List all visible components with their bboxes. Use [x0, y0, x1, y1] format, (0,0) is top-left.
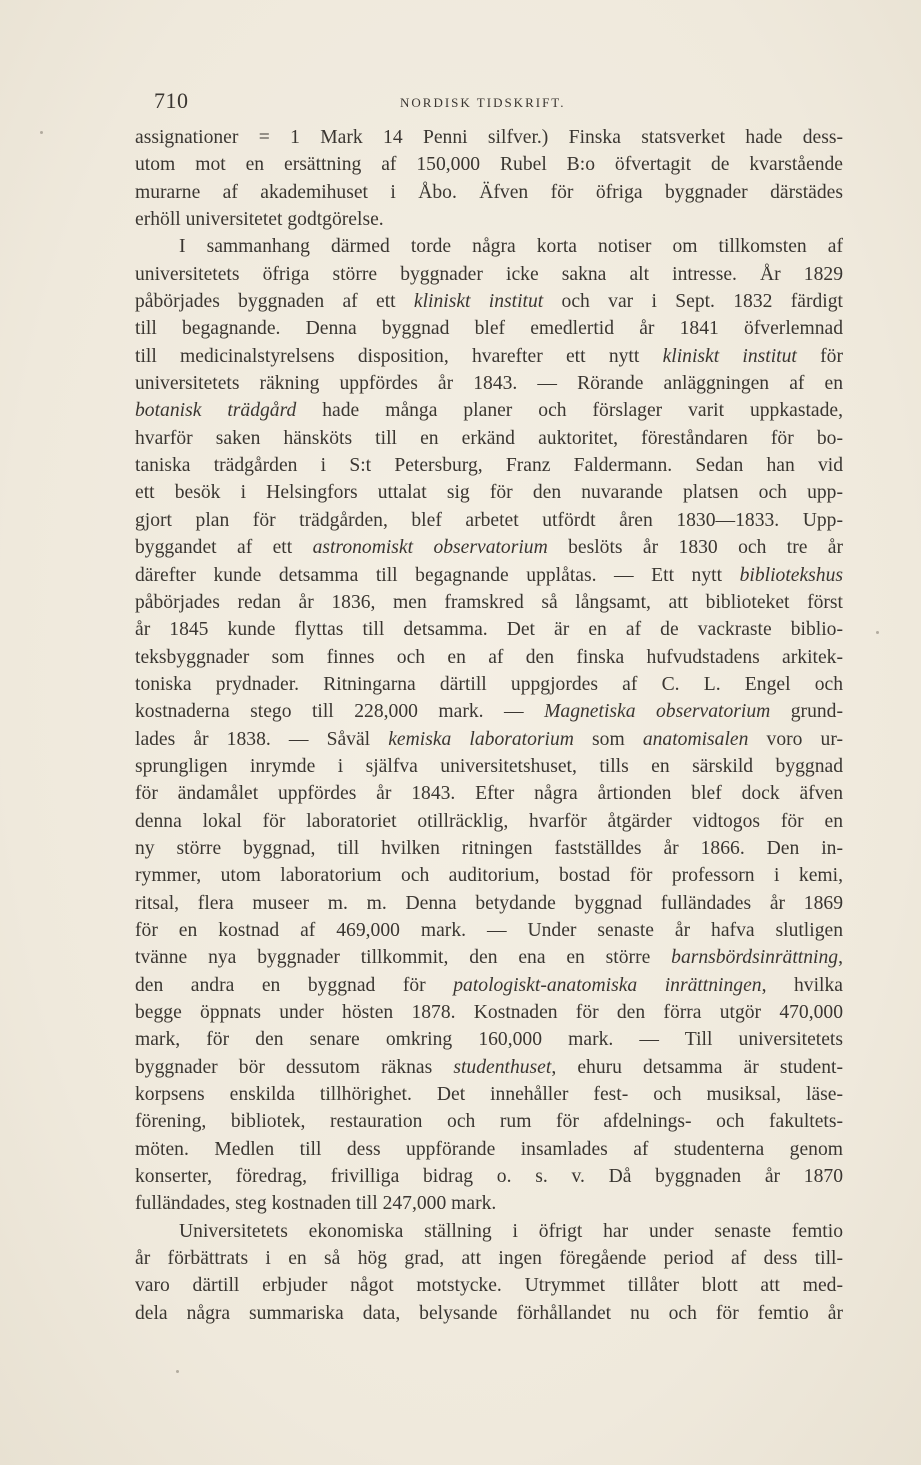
running-head: NORDISK TIDSKRIFT.: [400, 95, 566, 110]
text-line: I sammanhang därmed torde några korta notiser om tillkomsten af: [179, 236, 843, 258]
emphasis: bibliotekshus: [739, 564, 843, 586]
emphasis: anatomisalen: [642, 728, 749, 750]
text-line: för en kostnad af 469,000 mark. — Under senaste år hafva slutligen: [135, 919, 843, 941]
text-line: för ändamålet uppfördes år 1843. Efter några årtionden blef dock äfven: [135, 783, 843, 805]
text-line: till begagnande. Denna byggnad blef emedlertid år 1841 öfverlemnad: [135, 318, 843, 340]
emphasis: studenthuset: [453, 1056, 552, 1078]
text-line: erhöll universitetet godtgörelse.: [135, 209, 384, 231]
text-line: murarne af akademihuset i Åbo. Äfven för öfriga byggnader därstädes: [135, 181, 843, 203]
text-line: till medicinalstyrelsens disposition, hvarefter ett nytt kliniskt institut för: [135, 345, 843, 367]
text-line: sprungligen inrymde i själfva universitetshuset, tills en särskild byggnad: [135, 755, 843, 777]
text-line: lades år 1838. — Såväl kemiska laboratorium som anatomisalen voro ur-: [135, 728, 843, 750]
text-line: tvänne nya byggnader tillkommit, den ena en större barnsbördsinrättning,: [135, 947, 843, 969]
text-line: påbörjades redan år 1836, men framskred så långsamt, att biblioteket först: [135, 591, 843, 613]
text-line: universitetets räkning uppfördes år 1843. — Rörande anläggningen af en: [135, 373, 843, 395]
text-line: ritsal, flera museer m. m. Denna betydande byggnad fulländades år 1869: [135, 892, 843, 914]
emphasis: kliniskt institut: [662, 345, 797, 367]
text-line: påbörjades byggnaden af ett kliniskt institut och var i Sept. 1832 färdigt: [135, 291, 843, 313]
body-text: [135, 124, 843, 1327]
text-line: taniska trädgården i S:t Petersburg, Franz Faldermann. Sedan han vid: [135, 455, 843, 477]
emphasis: botanisk trädgård: [135, 400, 297, 422]
text-line: kostnaderna stego till 228,000 mark. — Magnetiska observatorium grund-: [135, 701, 843, 723]
text-line: byggnader bör dessutom räknas studenthuset, ehuru detsamma är student-: [135, 1056, 843, 1078]
paper-speck: [176, 1370, 179, 1373]
text-line: teksbyggnader som finnes och en af den finska hufvudstadens arkitek-: [135, 646, 843, 668]
text-line: år 1845 kunde flyttas till detsamma. Det är en af de vackraste biblio-: [135, 619, 843, 641]
page-number: 710: [154, 88, 189, 113]
text-line: ett besök i Helsingfors uttalat sig för den nuvarande platsen och upp-: [135, 482, 843, 504]
text-line: denna lokal för laboratoriet otillräcklig, hvarför åtgärder vidtogos för en: [135, 810, 843, 832]
text-line: förening, bibliotek, restauration och rum för afdelnings- och fakultets-: [135, 1111, 843, 1133]
emphasis: patologiskt-anatomiska inrättningen: [453, 974, 762, 996]
text-line: assignationer = 1 Mark 14 Penni silfver.) Finska statsverket hade dess-: [135, 127, 843, 148]
text-line: korpsens enskilda tillhörighet. Det innehåller fest- och musiksal, läse-: [135, 1084, 843, 1106]
text-line: den andra en byggnad för patologiskt-anatomiska inrättningen, hvilka: [135, 974, 843, 996]
text-line: år förbättrats i en så hög grad, att ingen föregående period af dess till-: [135, 1248, 843, 1270]
emphasis: kemiska laboratorium: [388, 728, 574, 750]
text-line: konserter, föredrag, frivilliga bidrag o. s. v. Då byggnaden år 1870: [135, 1166, 843, 1188]
text-line: universitetets öfriga större byggnader icke sakna alt intresse. År 1829: [135, 263, 843, 285]
text-line: gjort plan för trädgården, blef arbetet utfördt åren 1830—1833. Upp-: [135, 509, 843, 531]
text-line: begge öppnats under hösten 1878. Kostnaden för den förra utgör 470,000: [135, 1002, 843, 1023]
text-line: byggandet af ett astronomiskt observatorium beslöts år 1830 och tre år: [135, 537, 843, 559]
emphasis: astronomiskt observatorium: [312, 537, 548, 559]
paper-speck: [40, 131, 43, 134]
text-line: toniska prydnader. Ritningarna därtill uppgjordes af C. L. Engel och: [135, 673, 843, 695]
text-line: varo därtill erbjuder något motstycke. Utrymmet tillåter blott att med-: [135, 1275, 843, 1297]
paper-speck: [876, 631, 879, 634]
text-line: fulländades, steg kostnaden till 247,000 mark.: [135, 1193, 497, 1215]
text-line: därefter kunde detsamma till begagnande upplåtas. — Ett nytt bibliotekshus: [135, 564, 843, 586]
text-line: hvarför saken hänsköts till en erkänd auktoritet, föreståndaren för bo-: [135, 427, 843, 449]
text-line: ny större byggnad, till hvilken ritningen fastställdes år 1866. Den in-: [135, 837, 843, 859]
emphasis: kliniskt institut: [413, 291, 544, 313]
text-line: Universitetets ekonomiska ställning i öfrigt har under senaste femtio: [179, 1220, 843, 1242]
text-line: rymmer, utom laboratorium och auditorium, bostad för professorn i kemi,: [135, 865, 843, 887]
emphasis: Magnetiska observatorium: [544, 701, 771, 723]
text-line: botanisk trädgård hade många planer och förslager varit uppkastade,: [135, 400, 843, 422]
text-line: dela några summariska data, belysande förhållandet nu och för femtio år: [135, 1302, 843, 1324]
emphasis: barnsbördsinrättning: [671, 947, 839, 969]
text-line: möten. Medlen till dess uppförande insamlades af studenterna genom: [135, 1138, 843, 1160]
text-line: mark, för den senare omkring 160,000 mark. — Till universitetets: [135, 1029, 843, 1051]
page-header: [150, 88, 840, 118]
text-line: utom mot en ersättning af 150,000 Rubel B:o öfvertagit de kvarstående: [135, 154, 843, 176]
